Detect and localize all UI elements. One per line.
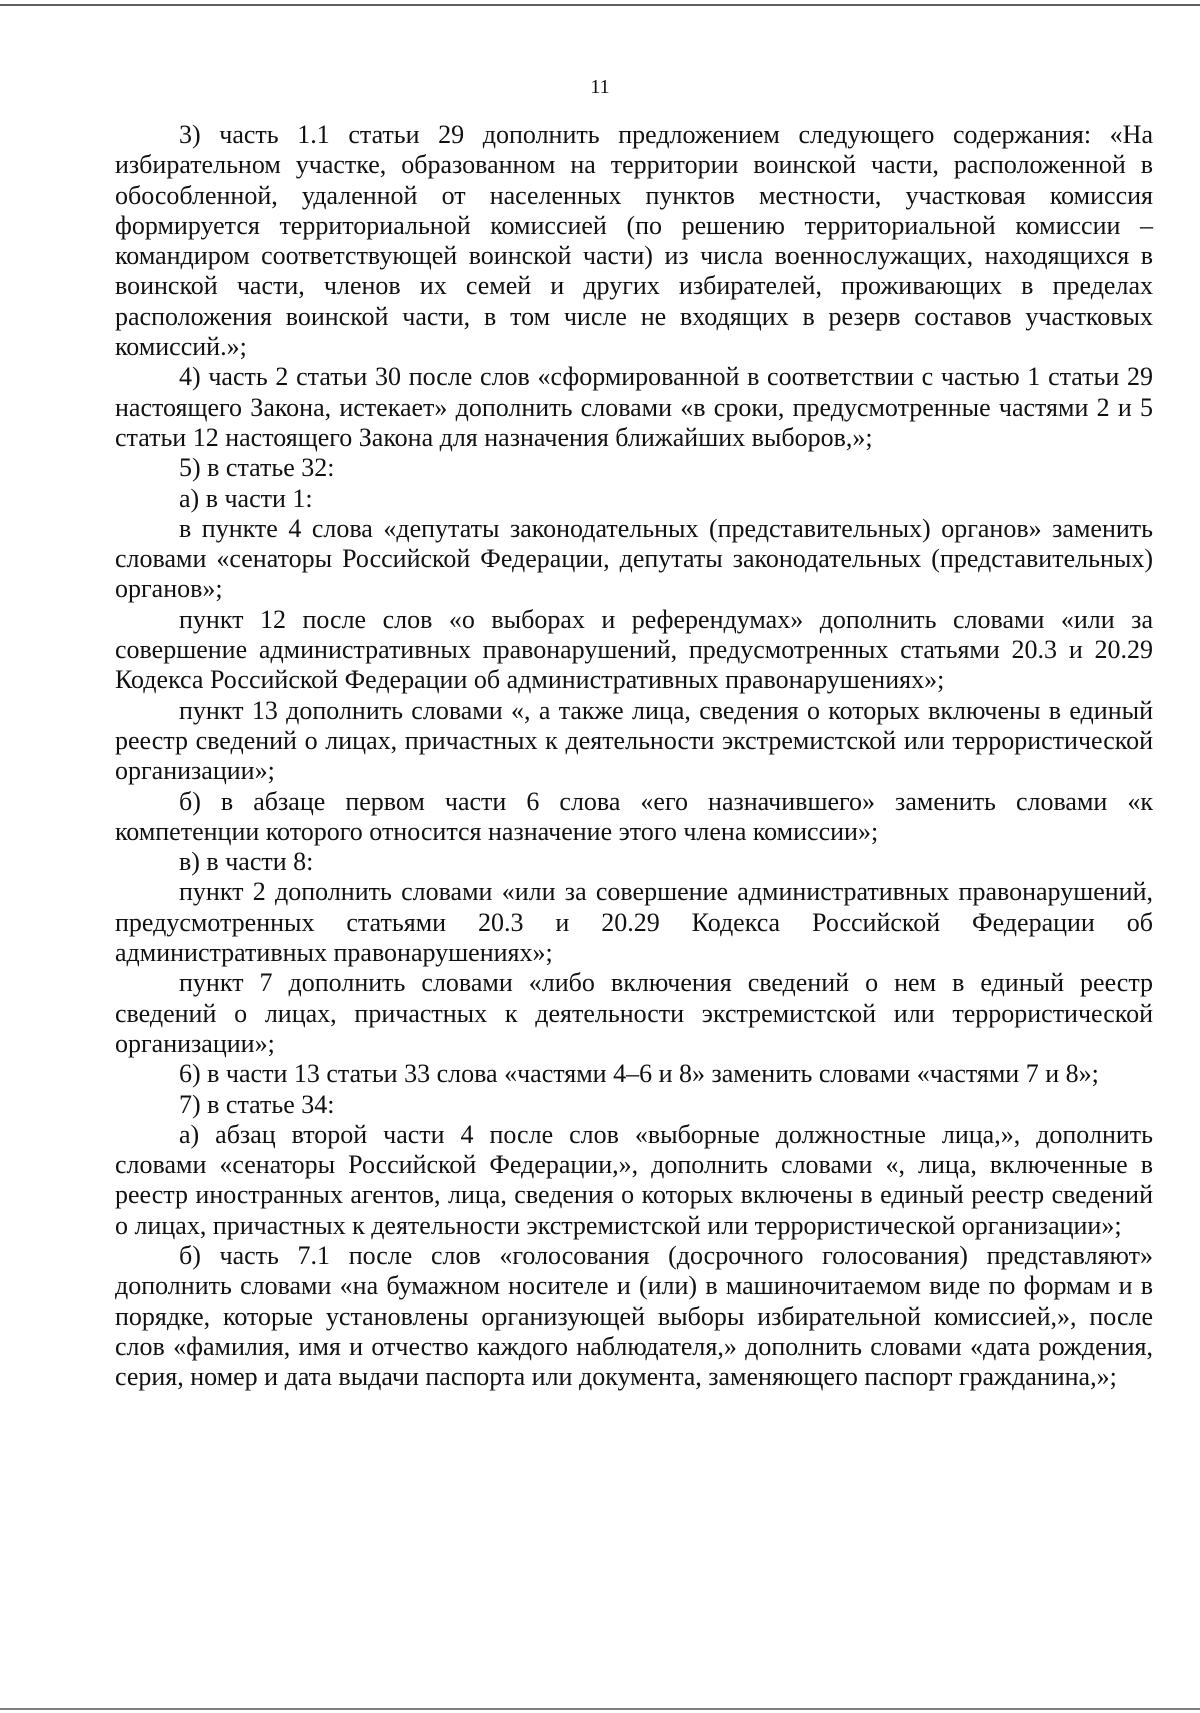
paragraph-point-7: пункт 7 дополнить словами «либо включения сведений о нем в единый реестр сведений о лицах, причастных к деятельности экстремистской или террористической организации»; [115, 968, 1153, 1058]
paragraph-point-2: пункт 2 дополнить словами «или за совершение административных правонарушений, предусмотренных статьями 20.3 и 20.29 Кодекса Российской Федерации об административных правонарушениях»; [115, 877, 1153, 968]
paragraph-subitem-5v: в) в части 8: [179, 847, 314, 877]
scan-edge-top [0, 4, 1200, 6]
paragraph-item-4: 4) часть 2 статьи 30 после слов «сформированной в соответствии с частью 1 статьи 29 настоящего Закона, истекает» дополнить словами «в сроки, предусмотренные частями 2 и 5 статьи 12 настоящего Закона для назначения ближайших выборов,»; [115, 362, 1153, 452]
paragraph-item-5: 5) в статье 32: [179, 453, 335, 483]
paragraph-subitem-5b: б) в абзаце первом части 6 слова «его назначившего» заменить словами «к компетенции которого относится назначение этого члена комиссии»; [115, 786, 1153, 846]
paragraph-item-6: 6) в части 13 статьи 33 слова «частями 4–6 и 8» заменить словами «частями 7 и 8»; [179, 1059, 1099, 1089]
scan-edge-bottom [0, 1708, 1200, 1710]
page-number: 11 [590, 76, 610, 98]
paragraph-item-7: 7) в статье 34: [179, 1089, 335, 1119]
paragraph-point-4: в пункте 4 слова «депутаты законодательных (представительных) органов» заменить словами «сенаторы Российской Федерации, депутаты законодательных (представительных) органов»; [115, 513, 1153, 604]
document-body [115, 120, 1153, 1392]
paragraph-point-12: пункт 12 после слов «о выборах и референдумах» дополнить словами «или за совершение административных правонарушений, предусмотренных статьями 20.3 и 20.29 Кодекса Российской Федерации об административных правонарушениях»; [115, 604, 1153, 695]
paragraph-subitem-5a: а) в части 1: [179, 483, 313, 513]
paragraph-point-13: пункт 13 дополнить словами «, а также лица, сведения о которых включены в единый реестр сведений о лицах, причастных к деятельности экстремистской или террористической организации»; [115, 695, 1153, 786]
paragraph-item-3: 3) часть 1.1 статьи 29 дополнить предложением следующего содержания: «На избирательном участке, образованном на территории воинской части, расположенной в обособленной, удаленной от населенных пунктов местности, участковая комиссия формируется территориальной комиссией (по решению территориальной комиссии – командиром соответствующей воинской части) из числа военнослужащих, находящихся в воинской части, членов их семей и других избирателей, проживающих в пределах расположения воинской части, в том числе не входящих в резерв составов участковых комиссий.»; [115, 120, 1153, 362]
paragraph-subitem-7b: б) часть 7.1 после слов «голосования (досрочного голосования) представляют» дополнить словами «на бумажном носителе и (или) в машиночитаемом виде по формам и в порядке, которые установлены организующей выборы избирательной комиссией,», после слов «фамилия, имя и отчество каждого наблюдателя,» дополнить словами «дата рождения, серия, номер и дата выдачи паспорта или документа, заменяющего паспорт гражданина,»; [115, 1240, 1153, 1392]
paragraph-subitem-7a: а) абзац второй части 4 после слов «выборные должностные лица,», дополнить словами «сенаторы Российской Федерации,», дополнить словами «, лица, включенные в реестр иностранных агентов, лица, сведения о которых включены в единый реестр сведений о лицах, причастных к деятельности экстремистской или террористической организации»; [115, 1119, 1153, 1240]
